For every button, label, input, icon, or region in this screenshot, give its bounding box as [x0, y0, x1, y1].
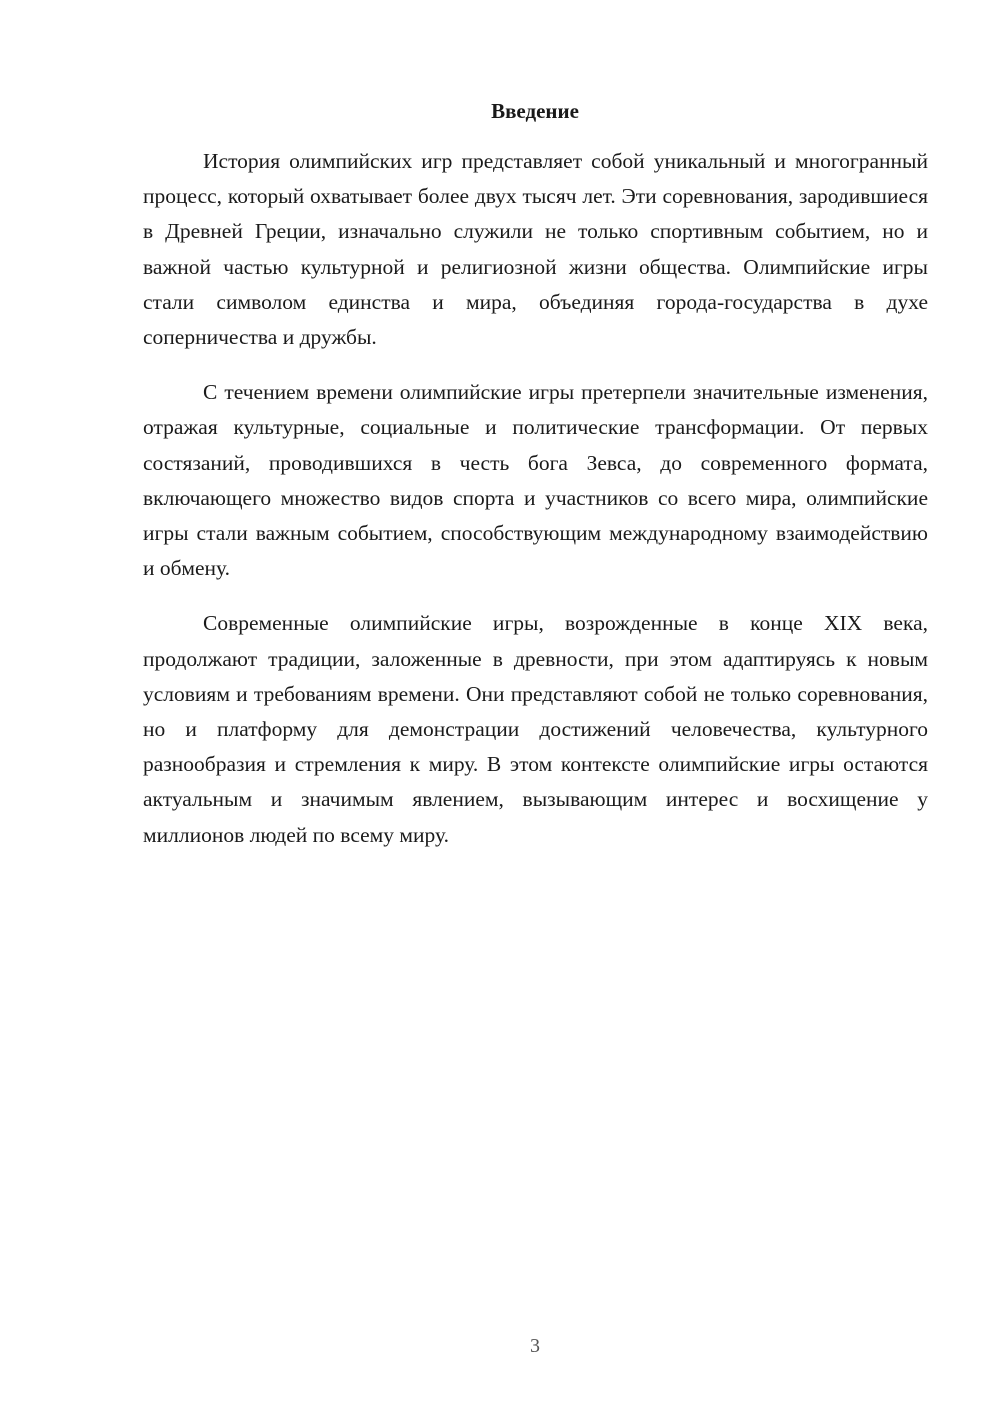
- paragraph-3: Современные олимпийские игры, возрожденные в конце XIX века, продолжают традиции, заложенные в древности, при этом адаптируясь к новым условиям и требованиям времени. Они представляют собой не только соревнования, но и платформу для демонстрации достижений человечества, культурного разнообразия и стремления к миру. В этом контексте олимпийские игры остаются актуальным и значимым явлением, вызывающим интерес и восхищение у миллионов людей по всему миру.: [143, 611, 928, 847]
- section-heading: Введение: [491, 99, 579, 123]
- page-number: 3: [530, 1335, 540, 1357]
- body-text: [143, 144, 928, 873]
- paragraph-1: История олимпийских игр представляет собой уникальный и многогранный процесс, который охватывает более двух тысяч лет. Эти соревнования, зародившиеся в Древней Греции, изначально служили не только спортивным событием, но и важной частью культурной и религиозной жизни общества. Олимпийские игры стали символом единства и мира, объединяя города-государства в духе соперничества и дружбы.: [143, 149, 928, 350]
- paragraph-2: С течением времени олимпийские игры претерпели значительные изменения, отражая культурные, социальные и политические трансформации. От первых состязаний, проводившихся в честь бога Зевса, до современного формата, включающего множество видов спорта и участников со всего мира, олимпийские игры стали важным событием, способствующим международному взаимодействию и обмену.: [143, 380, 928, 581]
